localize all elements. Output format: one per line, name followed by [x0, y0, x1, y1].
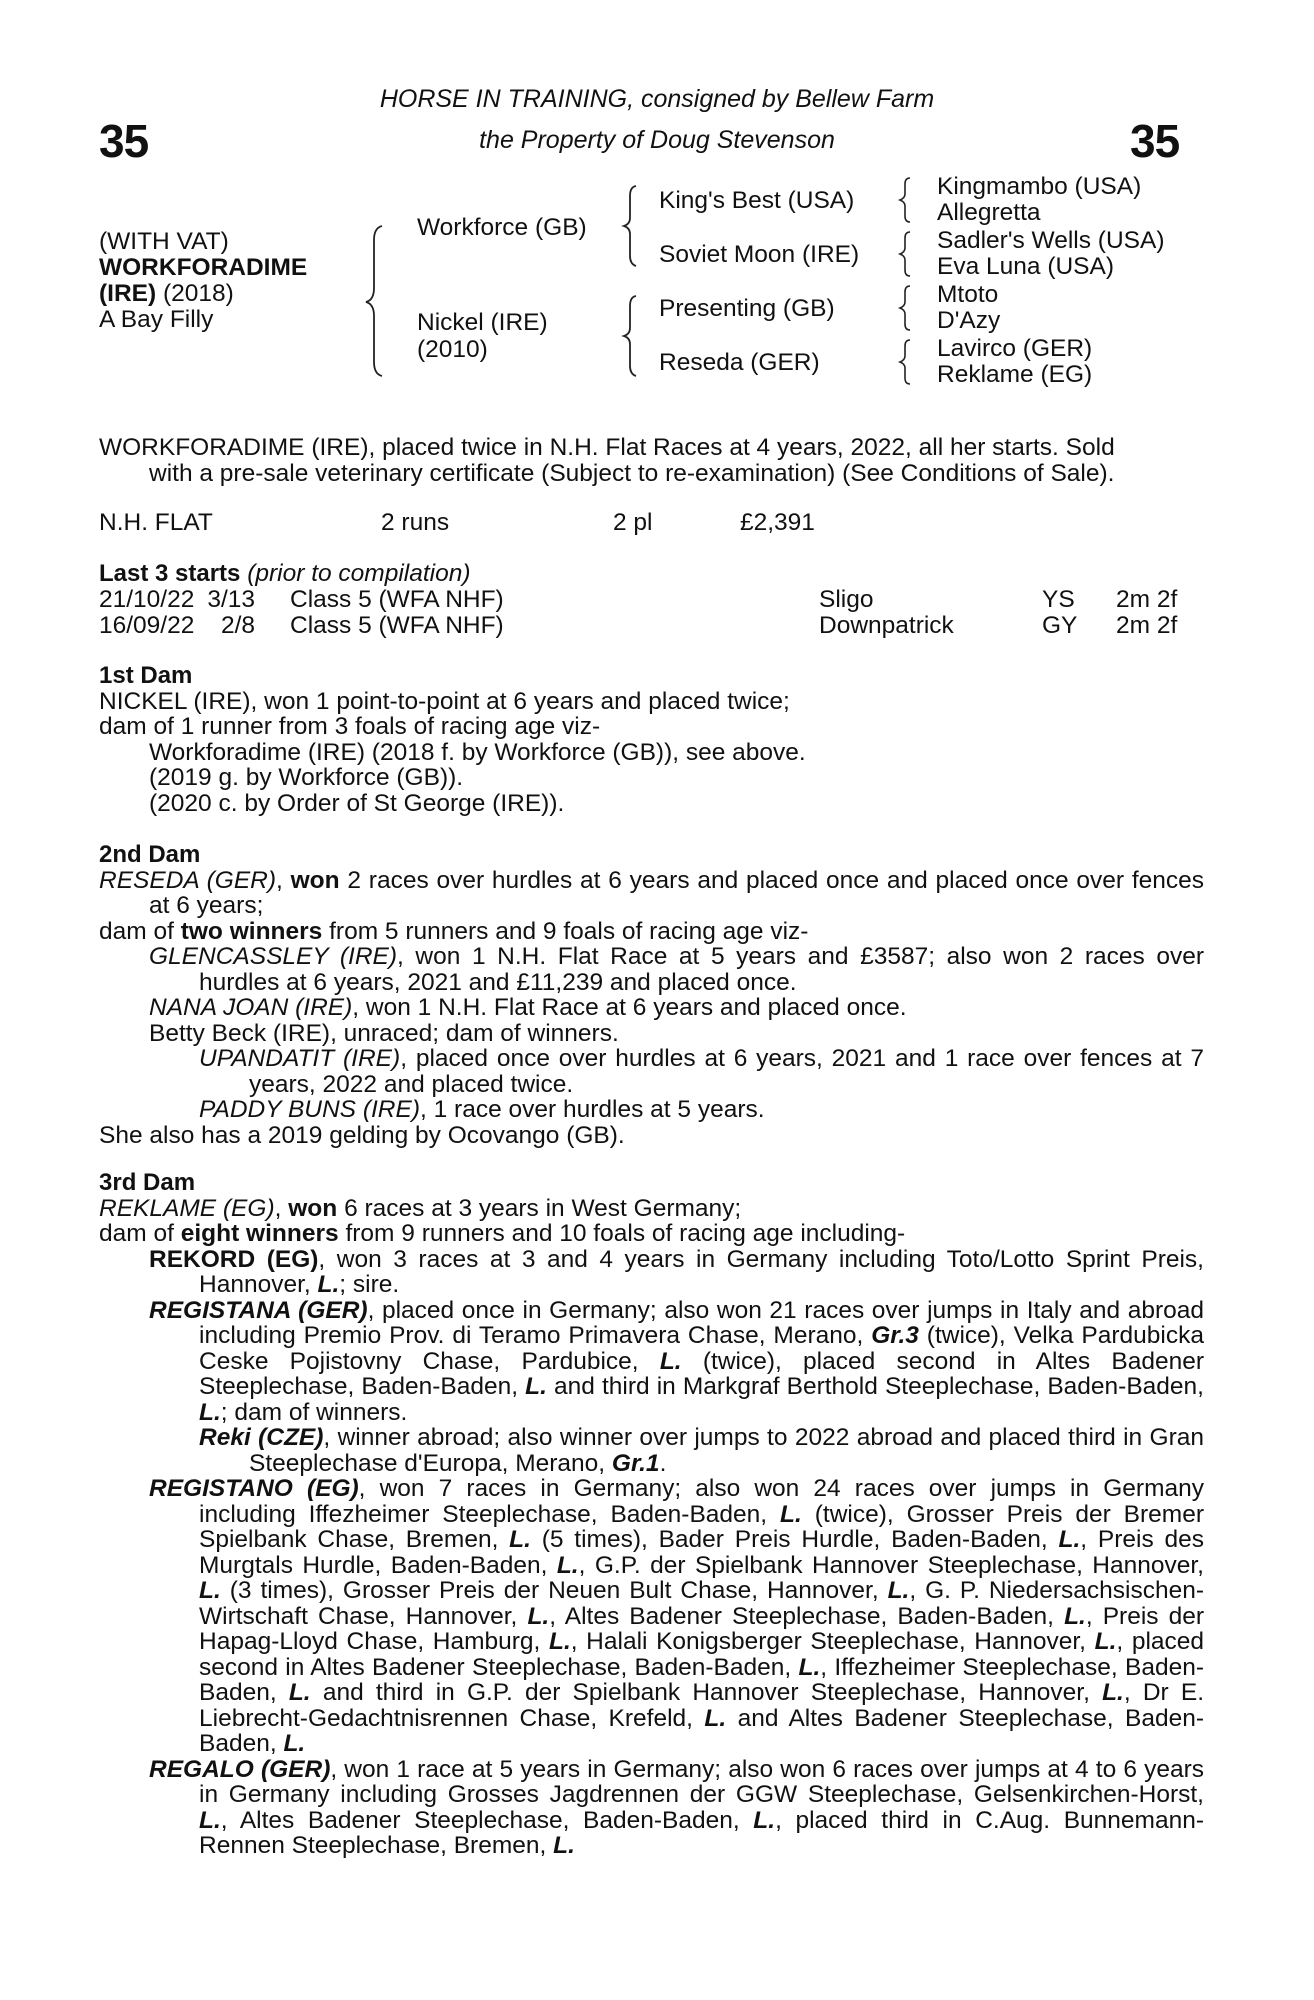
listed-mark: L.	[556, 1551, 579, 1579]
runner-text: (5 times), Bader Preis Hurdle, Baden-Baden,	[541, 1526, 1048, 1553]
last-starts-note: (prior to compilation)	[247, 560, 471, 587]
pedigree-brace-main	[360, 222, 400, 382]
pedigree-brace-g3	[896, 282, 920, 334]
pedigree-g8: Reklame (EG)	[937, 361, 1093, 388]
produce-rekord	[149, 1247, 1204, 1298]
runner-text: , won 1 race at 5 years in Germany; also won 6 races over jumps at 4 to 6 years in Germany including Grosses Jagdrennen der GGW Steeplechase, Gelsenkirchen-Horst,	[199, 1755, 1204, 1808]
second-dam-won: won	[290, 866, 340, 894]
third-dam-produce-summary	[99, 1221, 1204, 1247]
runner-text: , Dr E. Liebrecht-Gedachtnisrennen Chase, Krefeld,	[199, 1679, 1205, 1732]
runner-text: , Halali Konigsberger Steeplechase, Hannover,	[570, 1628, 1086, 1655]
runner-text: , won 1 N.H. Flat Race at 6 years and placed once.	[352, 994, 907, 1021]
runner-name: NANA JOAN (IRE)	[149, 994, 353, 1021]
listed-mark: L.	[317, 1271, 340, 1298]
record-placed: 2 pl	[613, 509, 653, 536]
horse-year: (2018)	[162, 280, 234, 307]
produce-paddy-buns	[199, 1097, 1204, 1123]
start-position: 2/8	[220, 612, 255, 639]
produce-registana	[149, 1298, 1204, 1426]
second-dam-text: 2 races over hurdles at 6 years and placed once and placed once over fences at 6 years;	[149, 866, 1205, 919]
second-dam-produce-summary	[99, 919, 1204, 945]
pedigree-dam-year: (2010)	[417, 336, 488, 363]
listed-mark: L.	[1102, 1679, 1124, 1706]
produce-reki: Reki (CZE), winner abroad; also winner over jumps to 2022 abroad and placed third in Gran Steeplechase d'Europa, Merano, Gr.1.	[199, 1424, 1204, 1477]
runner-text: , won 3 races at 3 and 4 years in Germany including Toto/Lotto Sprint Preis, Hannover,	[199, 1245, 1204, 1298]
listed-mark: L.	[548, 1628, 571, 1655]
listed-mark: L.	[887, 1577, 910, 1604]
produce-winners: two winners	[180, 917, 323, 945]
first-dam-line-2: dam of 1 runner from 3 foals of racing age viz-	[99, 713, 601, 740]
summary-line-1: WORKFORADIME (IRE), placed twice in N.H. Flat Races at 4 years, 2022, all her starts. Sold	[99, 434, 1115, 461]
produce-glencassley	[149, 944, 1204, 995]
pedigree-g6: D'Azy	[937, 307, 1001, 334]
summary-line-2: with a pre-sale veterinary certificate (Subject to re-examination) (See Conditions of Sale).	[149, 459, 1115, 487]
produce-nana-joan	[149, 995, 1204, 1021]
pedigree-g2: Allegretta	[937, 199, 1041, 226]
horse-country: (IRE)	[99, 280, 157, 307]
runner-text: (twice), Velka Pardubicka Ceske Pojistovny Chase, Pardubice,	[199, 1322, 1204, 1375]
runner-text: and third in Markgraf Berthold Steeplechase, Baden-Baden,	[554, 1373, 1204, 1400]
runner-text: , G. P. Niedersachsischen-Wirtschaft Chase, Hannover,	[199, 1577, 1205, 1630]
pedigree-g3: Sadler's Wells (USA)	[937, 227, 1165, 254]
start-date: 16/09/22	[99, 612, 195, 639]
start-going: GY	[1042, 612, 1078, 639]
runner-text: , Preis der Hapag-Lloyd Chase, Hamburg,	[199, 1602, 1205, 1655]
runner-name: GLENCASSLEY (IRE)	[149, 943, 398, 970]
header-property: the Property of Doug Stevenson	[479, 126, 835, 154]
start-date: 21/10/22	[99, 586, 195, 613]
listed-mark: L.	[283, 1730, 306, 1757]
runner-name: REKORD (EG)	[149, 1245, 319, 1273]
produce-prefix: dam of	[99, 917, 174, 945]
record-earnings: £2,391	[740, 509, 815, 536]
runner-text: , Altes Badener Steeplechase, Baden-Baden,	[220, 1806, 740, 1834]
runner-text: , 1 race over hurdles at 5 years.	[420, 1096, 765, 1123]
start-course: Sligo	[819, 586, 874, 613]
runner-text: , Preis des Murgtals Hurdle, Baden-Baden,	[199, 1526, 1204, 1579]
first-dam-section	[99, 663, 1204, 816]
pedigree-brace-g2	[896, 228, 920, 280]
listed-mark: L.	[527, 1602, 550, 1630]
listed-mark: L.	[704, 1704, 727, 1732]
runner-name: UPANDATIT (IRE)	[199, 1045, 401, 1072]
produce-upandatit	[199, 1046, 1204, 1097]
first-dam-produce-1: Workforadime (IRE) (2018 f. by Workforce (GB)), see above.	[149, 738, 806, 766]
listed-mark: L.	[553, 1832, 575, 1859]
last-starts-heading	[99, 561, 471, 587]
listed-mark: L.	[199, 1806, 221, 1834]
pedigree-brace-g4	[896, 336, 920, 388]
pedigree-g4: Eva Luna (USA)	[937, 253, 1115, 280]
runner-name: REGISTANA (GER)	[149, 1296, 368, 1324]
second-dam-also: She also has a 2019 gelding by Ocovango (GB).	[99, 1121, 625, 1149]
second-dam-section	[99, 842, 1204, 1148]
record-type: N.H. FLAT	[99, 509, 213, 536]
start-class: Class 5 (WFA NHF)	[290, 612, 504, 639]
group-mark: Gr.1	[611, 1449, 660, 1477]
first-dam-heading: 1st Dam	[99, 662, 193, 689]
third-dam-won: won	[288, 1194, 338, 1222]
first-dam-line-1: NICKEL (IRE), won 1 point-to-point at 6 years and placed twice;	[99, 687, 790, 715]
start-distance: 2m 2f	[1116, 612, 1178, 639]
third-dam-text: 6 races at 3 years in West Germany;	[344, 1194, 742, 1222]
start-class: Class 5 (WFA NHF)	[290, 586, 504, 613]
lot-number-left: 35	[99, 115, 149, 167]
pedigree-dam-dam: Reseda (GER)	[659, 349, 820, 376]
runner-text: , Altes Badener Steeplechase, Baden-Baden,	[549, 1602, 1054, 1630]
listed-mark: L.	[1094, 1628, 1117, 1655]
runner-text: (3 times), Grosser Preis der Neuen Bult Chase, Hannover,	[229, 1577, 879, 1604]
start-going: YS	[1042, 586, 1075, 613]
horse-description: A Bay Filly	[99, 306, 214, 333]
third-dam-heading: 3rd Dam	[99, 1169, 196, 1196]
runner-name: Reki (CZE)	[199, 1424, 324, 1451]
vat-label: (WITH VAT)	[99, 228, 229, 255]
first-dam-produce-2: (2019 g. by Workforce (GB)).	[149, 764, 464, 791]
runner-text: and third in G.P. der Spielbank Hannover Steeplechase, Hannover,	[322, 1679, 1090, 1706]
produce-suffix: from 5 runners and 9 foals of racing age viz-	[329, 917, 809, 945]
pedigree-dam-sire: Presenting (GB)	[659, 295, 835, 322]
second-dam-name: RESEDA (GER)	[99, 866, 277, 894]
produce-betty-beck: Betty Beck (IRE), unraced; dam of winners.	[149, 1019, 619, 1047]
runner-text: , placed second in Altes Badener Steeplechase, Baden-Baden,	[199, 1628, 1205, 1681]
horse-name: WORKFORADIME	[99, 254, 308, 281]
start-distance: 2m 2f	[1116, 586, 1178, 613]
runner-text: , placed once over hurdles at 6 years, 2021 and 1 race over fences at 7 years, 2022 and placed twice.	[249, 1045, 1204, 1098]
first-dam-produce-3: (2020 c. by Order of St George (IRE)).	[149, 789, 565, 817]
last-starts-title: Last 3 starts	[99, 560, 241, 587]
pedigree-sire: Workforce (GB)	[417, 214, 587, 241]
pedigree-brace-g1	[896, 174, 920, 226]
listed-mark: L.	[780, 1500, 802, 1528]
listed-mark: L.	[199, 1577, 221, 1604]
start-position: 3/13	[207, 586, 255, 613]
record-runs: 2 runs	[381, 509, 450, 536]
produce-prefix: dam of	[99, 1220, 174, 1247]
listed-mark: L.	[1058, 1526, 1081, 1553]
pedigree-g5: Mtoto	[937, 281, 999, 308]
pedigree-g7: Lavirco (GER)	[937, 335, 1093, 362]
pedigree-brace-sire	[618, 180, 648, 270]
lot-number-right: 35	[1130, 115, 1180, 167]
runner-text: and Altes Badener Steeplechase, Baden-Baden,	[199, 1704, 1204, 1757]
pedigree-dam: Nickel (IRE)	[417, 309, 548, 336]
listed-mark: L.	[659, 1347, 682, 1375]
horse-country-year	[99, 281, 307, 307]
pedigree-g1: Kingmambo (USA)	[937, 173, 1142, 200]
start-course: Downpatrick	[819, 612, 954, 639]
summary-paragraph	[99, 435, 1204, 486]
header-consignor: HORSE IN TRAINING, consigned by Bellew Farm	[379, 85, 935, 113]
listed-mark: L.	[798, 1653, 821, 1681]
produce-registano	[149, 1476, 1204, 1757]
runner-name: PADDY BUNS (IRE)	[199, 1096, 420, 1123]
runner-text: , placed once in Germany; also won 21 races over jumps in Italy and abroad including Premio Prov. di Teramo Primavera Chase, Merano,	[199, 1296, 1204, 1349]
runner-name: REGISTANO (EG)	[149, 1475, 359, 1502]
third-dam-name: REKLAME (EG)	[99, 1194, 275, 1222]
runner-text: , G.P. der Spielbank Hannover Steeplechase, Hannover,	[578, 1551, 1204, 1579]
runner-text: (twice), Grosser Preis der Bremer Spielbank Chase, Bremen,	[199, 1500, 1205, 1553]
runner-text: (twice), placed second in Altes Badener Steeplechase, Baden-Baden,	[199, 1347, 1204, 1400]
produce-winners: eight winners	[180, 1220, 339, 1247]
pedigree-sire-dam: Soviet Moon (IRE)	[659, 241, 860, 268]
runner-name: REGALO (GER)	[149, 1755, 331, 1783]
listed-mark: L.	[509, 1526, 531, 1553]
pedigree-brace-dam	[618, 290, 648, 380]
horse-identity	[99, 229, 307, 333]
listed-mark: L.	[288, 1679, 311, 1706]
second-dam-heading: 2nd Dam	[99, 841, 201, 868]
produce-suffix: from 9 runners and 10 foals of racing age including-	[345, 1220, 906, 1247]
listed-mark: L.	[1064, 1602, 1086, 1630]
listed-mark: L.	[753, 1806, 776, 1834]
third-dam-entry: REKLAME (EG), won 6 races at 3 years in West Germany;	[99, 1194, 742, 1222]
produce-regalo	[149, 1757, 1204, 1859]
runner-text: , Iffezheimer Steeplechase, Baden-Baden,	[199, 1653, 1204, 1706]
pedigree-sire-sire: King's Best (USA)	[659, 187, 855, 214]
listed-mark: L.	[199, 1398, 221, 1426]
runner-text: ; dam of winners.	[220, 1398, 408, 1426]
runner-text: , won 1 N.H. Flat Race at 5 years and £3587; also won 2 races over hurdles at 6 years, 2021 and £11,239 and placed once.	[199, 943, 1205, 996]
runner-text: ; sire.	[339, 1271, 400, 1298]
second-dam-entry: RESEDA (GER), won 2 races over hurdles at 6 years and placed once and placed once over fences at 6 years;	[99, 866, 1205, 919]
runner-text: , won 7 races in Germany; also won 24 races over jumps in Germany including Iffezheimer Steeplechase, Baden-Baden,	[199, 1475, 1204, 1528]
runner-text: , placed third in C.Aug. Bunnemann-Rennen Steeplechase, Bremen,	[199, 1806, 1204, 1859]
group-mark: Gr.3	[871, 1322, 919, 1349]
runner-text: , winner abroad; also winner over jumps to 2022 abroad and placed third in Gran Steeplechase d'Europa, Merano,	[249, 1424, 1204, 1477]
listed-mark: L.	[525, 1373, 547, 1400]
third-dam-section	[99, 1170, 1204, 1859]
